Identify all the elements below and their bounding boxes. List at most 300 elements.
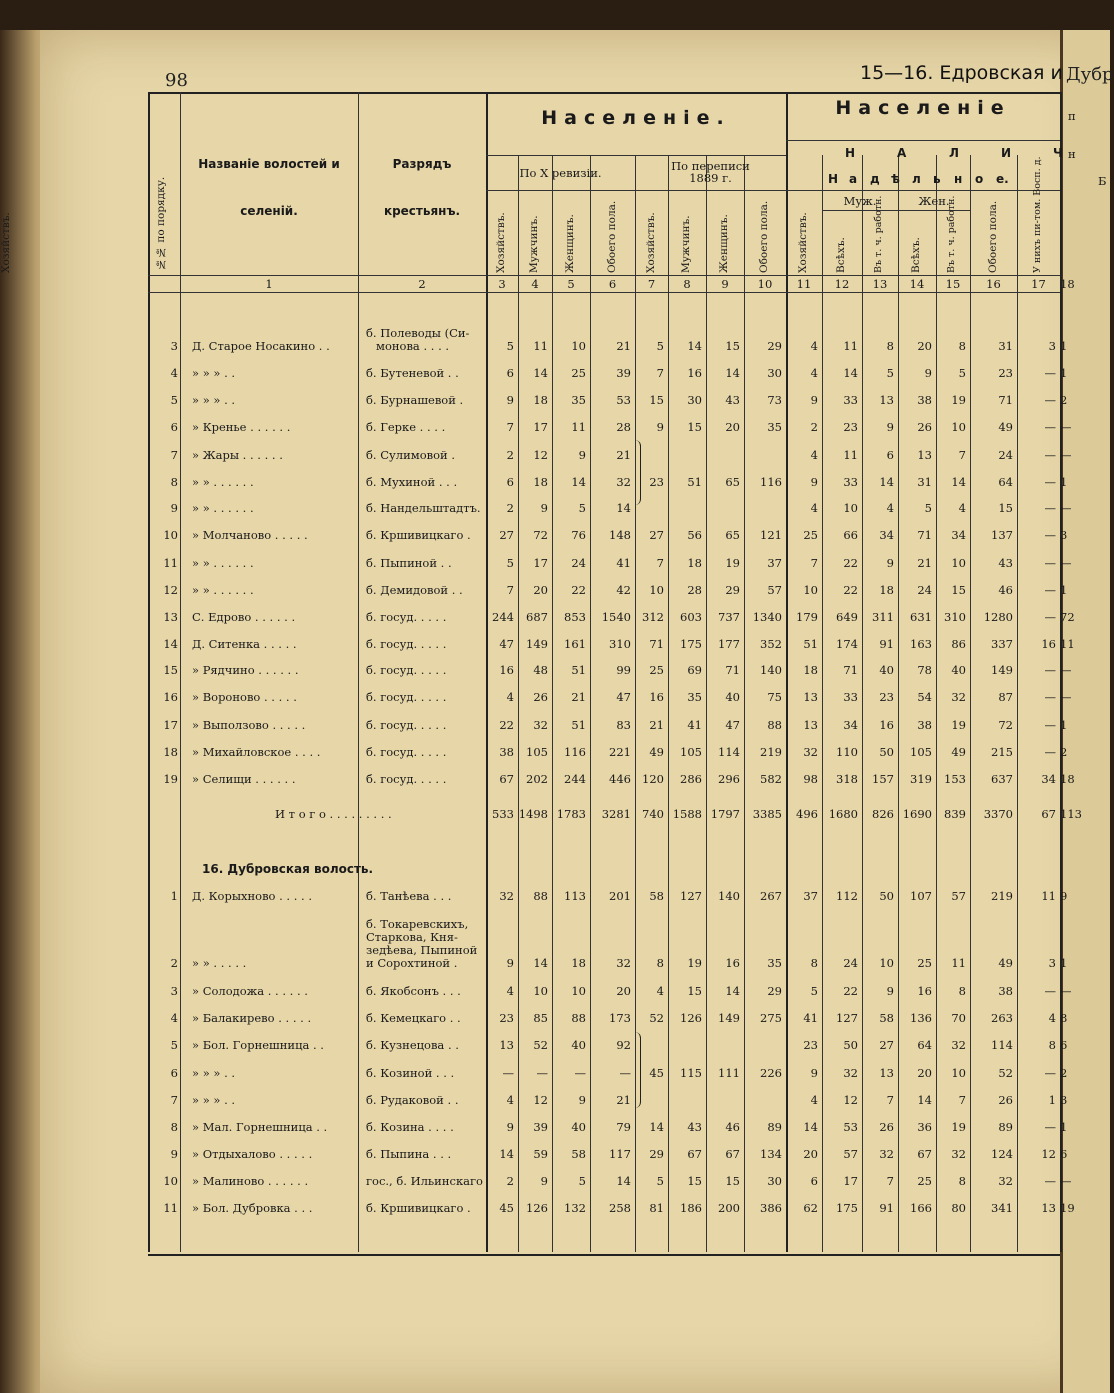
table-cell: 72 — [1060, 610, 1075, 624]
rule-line — [486, 190, 786, 191]
table-cell: 18 — [533, 475, 548, 489]
table-cell: — — [1044, 718, 1056, 732]
table-cell: 16 — [725, 956, 740, 970]
table-cell: 23 — [879, 690, 894, 704]
table-cell: — — [1060, 690, 1072, 704]
table-cell: 49 — [649, 745, 664, 759]
row-number: 6 — [170, 1066, 178, 1080]
row-number: 7 — [170, 1093, 178, 1107]
table-cell: 16 — [687, 366, 702, 380]
column-number: 8 — [683, 277, 691, 291]
row-number: 7 — [170, 448, 178, 462]
nalich-letter: Н — [845, 146, 856, 160]
table-cell: 19 — [951, 1120, 966, 1134]
table-cell: 215 — [991, 745, 1013, 759]
table-cell: — — [1044, 448, 1056, 462]
table-cell: 11 — [571, 420, 586, 434]
table-cell: 853 — [564, 610, 586, 624]
column-number: 4 — [531, 277, 539, 291]
table-cell: 140 — [760, 663, 782, 677]
nalich-letter: Ч — [1053, 146, 1063, 160]
table-cell: 9 — [540, 501, 548, 515]
table-cell: 20 — [917, 1066, 932, 1080]
table-cell: 13 — [1041, 1201, 1056, 1215]
table-cell: 67 — [687, 1147, 702, 1161]
table-cell: 20 — [616, 984, 631, 998]
table-cell: 10 — [571, 339, 586, 353]
table-cell: 2 — [1060, 745, 1068, 759]
settlement-name: » » » . . — [192, 1093, 236, 1107]
table-cell: 244 — [492, 610, 514, 624]
table-cell: 14 — [687, 339, 702, 353]
table-cell: 153 — [944, 772, 966, 786]
table-cell: 32 — [879, 1147, 894, 1161]
table-cell: 1 — [1060, 339, 1068, 353]
table-cell: 26 — [917, 420, 932, 434]
total-cell: 1690 — [902, 807, 932, 821]
nadel-letter: о — [975, 172, 984, 186]
peasant-class: б. Демидовой . . — [366, 583, 463, 597]
table-cell: 11 — [1041, 889, 1056, 903]
table-cell: 105 — [910, 745, 932, 759]
peasant-class: зедѣева, Пыпиной — [366, 943, 478, 957]
table-cell: 286 — [680, 772, 702, 786]
table-cell: 14 — [951, 475, 966, 489]
table-cell: 11 — [843, 339, 858, 353]
table-cell: 21 — [616, 448, 631, 462]
table-cell: 8 — [656, 956, 664, 970]
table-cell: 15 — [687, 1174, 702, 1188]
table-cell: 22 — [843, 583, 858, 597]
table-cell: 352 — [760, 637, 782, 651]
row-number: 1 — [170, 889, 178, 903]
table-cell: 14 — [879, 475, 894, 489]
table-cell: 5 — [578, 501, 586, 515]
table-cell: 8 — [958, 1174, 966, 1188]
peasant-class: б. Танѣева . . . — [366, 889, 452, 903]
table-cell: 116 — [564, 745, 586, 759]
table-cell: 14 — [571, 475, 586, 489]
table-cell: 47 — [499, 637, 514, 651]
rule-line — [786, 140, 1060, 141]
table-cell: 10 — [533, 984, 548, 998]
table-cell: 127 — [836, 1011, 858, 1025]
peasant-class: б. Бурнашевой . — [366, 393, 464, 407]
table-cell: 24 — [843, 956, 858, 970]
table-cell: 32 — [616, 956, 631, 970]
table-cell: 3 — [1048, 339, 1056, 353]
table-cell: 33 — [843, 475, 858, 489]
table-cell: 79 — [616, 1120, 631, 1134]
table-cell: 149 — [718, 1011, 740, 1025]
table-cell: 10 — [843, 501, 858, 515]
column-number: 18 — [1060, 277, 1075, 291]
table-cell: 10 — [879, 956, 894, 970]
table-cell: — — [1060, 556, 1072, 570]
table-cell: 202 — [526, 772, 548, 786]
table-cell: 8 — [1048, 1038, 1056, 1052]
table-cell: 45 — [649, 1066, 664, 1080]
table-cell: 127 — [680, 889, 702, 903]
table-cell: 9 — [886, 556, 894, 570]
table-cell: 13 — [803, 690, 818, 704]
table-cell: 5 — [506, 339, 514, 353]
table-cell: 35 — [687, 690, 702, 704]
table-cell: 200 — [718, 1201, 740, 1215]
subheader: Хозяйствъ. — [644, 212, 657, 273]
peasant-class: и Сорохтиной . — [366, 956, 458, 970]
table-cell: 14 — [725, 984, 740, 998]
row-number: 4 — [170, 366, 178, 380]
table-cell: — — [502, 1066, 514, 1080]
table-cell: 136 — [910, 1011, 932, 1025]
peasant-class: б. госуд. . . . . — [366, 745, 447, 759]
table-cell: — — [619, 1066, 631, 1080]
table-cell: 14 — [533, 366, 548, 380]
nadel-letter: Н — [828, 172, 839, 186]
table-cell: 9 — [810, 1066, 818, 1080]
table-cell: 51 — [571, 663, 586, 677]
table-cell: 18 — [1060, 772, 1075, 786]
total-cell: 740 — [642, 807, 664, 821]
table-cell: — — [1044, 366, 1056, 380]
table-cell: 16 — [917, 984, 932, 998]
table-cell: 40 — [879, 663, 894, 677]
table-cell: 31 — [998, 339, 1013, 353]
table-cell: 6 — [506, 475, 514, 489]
table-cell: 14 — [803, 1120, 818, 1134]
table-cell: 134 — [760, 1147, 782, 1161]
table-cell: 6 — [1060, 1147, 1068, 1161]
settlement-name: Д. Старое Носакино . . — [192, 339, 330, 353]
table-cell: 11 — [951, 956, 966, 970]
table-cell: 111 — [718, 1066, 740, 1080]
table-cell: 25 — [571, 366, 586, 380]
table-cell: 10 — [571, 984, 586, 998]
subheader: Всѣхъ. — [835, 237, 847, 273]
col-class-header-2: крестьянъ. — [383, 204, 461, 218]
table-cell: 22 — [571, 583, 586, 597]
table-cell: 65 — [725, 528, 740, 542]
table-cell: 12 — [1041, 1147, 1056, 1161]
table-cell: 20 — [917, 339, 932, 353]
table-cell: 5 — [958, 366, 966, 380]
table-cell: 38 — [917, 393, 932, 407]
table-cell: 649 — [836, 610, 858, 624]
table-cell: 113 — [564, 889, 586, 903]
table-cell: 50 — [843, 1038, 858, 1052]
settlement-name: » Молчаново . . . . . — [192, 528, 308, 542]
table-cell: 29 — [649, 1147, 664, 1161]
table-cell: 51 — [571, 718, 586, 732]
table-cell: 32 — [998, 1174, 1013, 1188]
table-cell: 14 — [616, 501, 631, 515]
table-cell: 174 — [836, 637, 858, 651]
row-number: 12 — [163, 583, 178, 597]
table-cell: 179 — [796, 610, 818, 624]
table-cell: 9 — [656, 420, 664, 434]
table-cell: 32 — [951, 690, 966, 704]
running-head-next: Дубр — [1066, 64, 1114, 85]
table-cell: 219 — [760, 745, 782, 759]
table-cell: — — [1060, 663, 1072, 677]
row-number: 10 — [163, 528, 178, 542]
table-cell: 637 — [991, 772, 1013, 786]
table-cell: 22 — [843, 984, 858, 998]
table-cell: 16 — [1041, 637, 1056, 651]
table-cell: — — [1044, 420, 1056, 434]
table-cell: 9 — [810, 475, 818, 489]
table-cell: — — [1044, 1174, 1056, 1188]
table-cell: 22 — [843, 556, 858, 570]
table-cell: — — [1060, 501, 1072, 515]
settlement-name: » Кренье . . . . . . — [192, 420, 291, 434]
subheader: Обоего пола. — [758, 200, 770, 273]
table-cell: 48 — [533, 663, 548, 677]
table-cell: 1 — [1060, 366, 1068, 380]
table-cell: 13 — [917, 448, 932, 462]
table-cell: 71 — [649, 637, 664, 651]
table-cell: 5 — [886, 366, 894, 380]
table-cell: 121 — [760, 528, 782, 542]
table-cell: 126 — [680, 1011, 702, 1025]
table-cell: 3 — [1060, 1093, 1068, 1107]
table-cell: 1340 — [752, 610, 782, 624]
table-cell: 32 — [616, 475, 631, 489]
column-number: 2 — [418, 277, 426, 291]
peasant-class: б. Козина . . . . — [366, 1120, 454, 1134]
table-cell: 4 — [810, 501, 818, 515]
settlement-name: » Отдыхалово . . . . . — [192, 1147, 313, 1161]
table-cell: 14 — [843, 366, 858, 380]
table-cell: 5 — [656, 339, 664, 353]
table-cell: 38 — [998, 984, 1013, 998]
table-cell: 29 — [767, 984, 782, 998]
table-cell: 11 — [843, 448, 858, 462]
table-cell: 21 — [917, 556, 932, 570]
nadel-letter: ь — [933, 172, 941, 186]
table-cell: 18 — [879, 583, 894, 597]
table-cell: 25 — [917, 956, 932, 970]
subheader: Обоего пола. — [986, 200, 999, 273]
table-cell: — — [1044, 690, 1056, 704]
table-cell: 37 — [803, 889, 818, 903]
table-cell: 49 — [998, 956, 1013, 970]
table-cell: 24 — [571, 556, 586, 570]
table-cell: 66 — [843, 528, 858, 542]
table-cell: 4 — [886, 501, 894, 515]
table-cell: 7 — [656, 366, 664, 380]
peasant-class: б. Токаревскихъ, — [366, 917, 469, 931]
table-cell: 18 — [687, 556, 702, 570]
table-cell: 9 — [578, 448, 586, 462]
peasant-class: б. Кузнецова . . — [366, 1038, 459, 1052]
total-cell: 113 — [1060, 807, 1082, 821]
next-page-letter: п — [1068, 109, 1076, 123]
table-cell: 9 — [506, 393, 514, 407]
table-cell: 8 — [1060, 1011, 1068, 1025]
table-cell: 21 — [571, 690, 586, 704]
table-cell: 687 — [526, 610, 548, 624]
table-cell: 40 — [571, 1120, 586, 1134]
table-cell: 23 — [499, 1011, 514, 1025]
total-label: И т о г о . . . . . . . . . — [275, 807, 392, 821]
table-cell: 10 — [951, 1066, 966, 1080]
table-cell: 67 — [725, 1147, 740, 1161]
table-cell: — — [1044, 501, 1056, 515]
table-cell: 6 — [1060, 1038, 1068, 1052]
nalich-letter: И — [1001, 146, 1012, 160]
table-cell: 33 — [843, 393, 858, 407]
table-cell: 76 — [571, 528, 586, 542]
table-cell: 15 — [725, 1174, 740, 1188]
table-cell: 11 — [533, 339, 548, 353]
table-cell: 737 — [718, 610, 740, 624]
table-cell: 26 — [998, 1093, 1013, 1107]
table-cell: 59 — [533, 1147, 548, 1161]
table-cell: 4 — [1048, 1011, 1056, 1025]
table-cell: 8 — [810, 956, 818, 970]
table-cell: 46 — [725, 1120, 740, 1134]
table-cell: 25 — [649, 663, 664, 677]
table-cell: 34 — [1041, 772, 1056, 786]
table-cell: 9 — [1060, 889, 1068, 903]
table-cell: 7 — [886, 1174, 894, 1188]
table-cell: 1 — [1060, 475, 1068, 489]
table-cell: 319 — [910, 772, 932, 786]
table-cell: 62 — [803, 1201, 818, 1215]
table-cell: 88 — [767, 718, 782, 732]
table-cell: 9 — [540, 1174, 548, 1188]
running-head: 15—16. Едровская и — [860, 62, 1063, 84]
table-cell: 201 — [609, 889, 631, 903]
settlement-name: » Рядчино . . . . . . — [192, 663, 299, 677]
table-cell: 4 — [810, 339, 818, 353]
table-cell: 2 — [1060, 393, 1068, 407]
table-cell: 4 — [506, 1093, 514, 1107]
table-cell: 16 — [499, 663, 514, 677]
column-rule — [358, 92, 359, 1252]
total-cell: 496 — [796, 807, 818, 821]
settlement-name: » » » . . — [192, 366, 236, 380]
peasant-class: б. Полеводы (Си- — [366, 326, 470, 340]
subheader: Всѣхъ. — [910, 237, 922, 273]
table-cell: 25 — [803, 528, 818, 542]
table-cell: — — [1044, 475, 1056, 489]
row-number: 2 — [170, 956, 178, 970]
table-cell: 88 — [571, 1011, 586, 1025]
table-cell: 603 — [680, 610, 702, 624]
table-cell: 19 — [725, 556, 740, 570]
population-title: Населеніе. — [541, 107, 731, 129]
subheader: Мужчинъ. — [528, 215, 540, 273]
table-cell: 85 — [533, 1011, 548, 1025]
table-cell: 19 — [1060, 1201, 1075, 1215]
table-cell: 105 — [526, 745, 548, 759]
table-cell: 20 — [725, 420, 740, 434]
table-cell: — — [1044, 610, 1056, 624]
table-cell: 23 — [998, 366, 1013, 380]
nadel-letter: е. — [996, 172, 1009, 186]
peasant-class: б. Сулимовой . — [366, 448, 456, 462]
table-cell: 13 — [879, 1066, 894, 1080]
table-cell: 32 — [499, 889, 514, 903]
table-cell: 275 — [760, 1011, 782, 1025]
table-cell: 173 — [609, 1011, 631, 1025]
table-cell: 47 — [725, 718, 740, 732]
table-cell: 40 — [571, 1038, 586, 1052]
peasant-class: б. Кемецкаго . . — [366, 1011, 461, 1025]
table-cell: 12 — [533, 448, 548, 462]
row-number: 15 — [163, 663, 178, 677]
table-cell: 29 — [767, 339, 782, 353]
table-cell: 89 — [998, 1120, 1013, 1134]
table-cell: 78 — [917, 663, 932, 677]
peasant-class: б. Козиной . . . — [366, 1066, 455, 1080]
table-cell: 30 — [767, 366, 782, 380]
column-number: 5 — [567, 277, 575, 291]
table-cell: 75 — [767, 690, 782, 704]
table-cell: 81 — [649, 1201, 664, 1215]
table-cell: 51 — [803, 637, 818, 651]
table-cell: — — [1044, 1120, 1056, 1134]
table-cell: 71 — [843, 663, 858, 677]
column-number: 11 — [796, 277, 812, 291]
column-rule — [180, 92, 181, 1252]
table-cell: 117 — [609, 1147, 631, 1161]
table-cell: — — [1060, 420, 1072, 434]
census-title-2: 1889 г. — [689, 171, 732, 185]
table-cell: 112 — [836, 889, 858, 903]
table-cell: 2 — [810, 420, 818, 434]
table-cell: 12 — [843, 1093, 858, 1107]
subheader: Обоего пола. — [605, 200, 618, 273]
table-cell: 19 — [687, 956, 702, 970]
subheader: Хозяйствъ. — [0, 212, 12, 273]
table-cell: 30 — [767, 1174, 782, 1188]
table-cell: — — [1044, 1066, 1056, 1080]
table-cell: 8 — [958, 984, 966, 998]
table-cell: 2 — [506, 448, 514, 462]
table-cell: — — [1044, 583, 1056, 597]
table-cell: 177 — [718, 637, 740, 651]
table-cell: 57 — [843, 1147, 858, 1161]
table-cell: 7 — [886, 1093, 894, 1107]
table-cell: 5 — [810, 984, 818, 998]
peasant-class: б. госуд. . . . . — [366, 663, 447, 677]
settlement-name: » Бол. Горнешница . . — [192, 1038, 324, 1052]
table-cell: 107 — [910, 889, 932, 903]
table-cell: 67 — [917, 1147, 932, 1161]
table-cell: 1 — [1048, 1093, 1056, 1107]
table-cell: 318 — [836, 772, 858, 786]
table-cell: 72 — [533, 528, 548, 542]
table-cell: 52 — [998, 1066, 1013, 1080]
table-cell: 4 — [958, 501, 966, 515]
table-cell: 18 — [533, 393, 548, 407]
table-cell: 631 — [910, 610, 932, 624]
table-cell: 27 — [499, 528, 514, 542]
table-cell: 310 — [944, 610, 966, 624]
table-cell: 37 — [767, 556, 782, 570]
table-cell: 98 — [803, 772, 818, 786]
column-number: 15 — [945, 277, 961, 291]
table-cell: 27 — [649, 528, 664, 542]
table-cell: 105 — [680, 745, 702, 759]
col-no-header: №№ по порядку. — [155, 176, 167, 270]
row-number: 5 — [170, 1038, 178, 1052]
peasant-class: б. госуд. . . . . — [366, 690, 447, 704]
